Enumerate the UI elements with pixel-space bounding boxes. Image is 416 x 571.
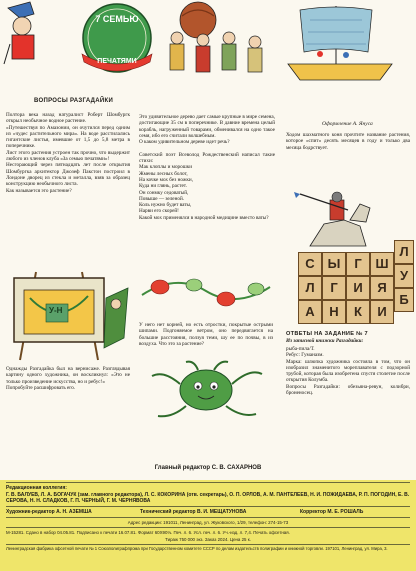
- footer-divider: [6, 527, 410, 528]
- grid-cell: С: [298, 252, 322, 276]
- footer-divider: [6, 544, 410, 545]
- tumbleweed-illustration: [146, 360, 268, 424]
- board-title: Редакционная коллегия:: [6, 485, 67, 491]
- grid-cell: У: [394, 264, 414, 288]
- emblem-subtitle: ПЕЧАТЯМИ: [97, 58, 137, 65]
- footer-divider: [6, 517, 410, 518]
- answers-title: ОТВЕТЫ НА ЗАДАНИЕ № 7: [286, 331, 368, 337]
- tech-editor: Технический редактор В. И. МЕЩАТУНОВА: [140, 509, 247, 515]
- editorial-address: Адрес редакции: 191011, Ленинград, ул. Жуковского, 1/29, телефон: 274-15-73: [127, 520, 289, 525]
- section-title: ВОПРОСЫ РАЗГАДАЙКИ: [34, 98, 114, 104]
- corrector: Корректор М. Е. РОШАЛЬ: [300, 509, 364, 515]
- grid-cell: Л: [298, 276, 322, 300]
- painting-letters: У-Н: [49, 306, 63, 315]
- print-run: Тираж 750 000 экз. Заказ 2024. Цена 25 к.: [165, 537, 251, 542]
- printer-info: Ленинградская фабрика офсетной печати № 1 Союзполиграфпрома при Государственном комитете СССР по делам издательств полиграфии и книжной торговли. 197101, Ленинград, ул. Мира, 3.: [6, 546, 388, 551]
- grid-cell: Н: [322, 300, 346, 324]
- knight-illustration: [290, 190, 410, 250]
- footer-divider: [6, 506, 410, 507]
- imprint-footer: [0, 480, 416, 571]
- grid-cell: А: [298, 300, 322, 324]
- column2-bottom-text: У него нет корней, но есть отростки, покрытые острыми шипами. Подгоняемое ветром, оно передвигается на большие расстояния, ползуя теми, шу ее по почвы, в из воздуха. Что это за растение?: [139, 322, 273, 347]
- grid-cell: Я: [370, 276, 394, 300]
- grid-cell: Л: [394, 240, 414, 264]
- club-emblem: [74, 0, 160, 80]
- pods-illustration: [136, 265, 276, 315]
- column1-text: Полтора века назад натуралист Роберт Шомбургк открыл необычное водное растение. «Путешествуя по Амазонии, он очутился перед одним из «чудес растительного мира». На воде расстилались гигантские листья, имевшие от 1,5 до 5,8 метра в поперечнике. Лист этого растения устроен так прочно, что выдержит любого из членов клуба «За семью печатями»! Несгорающий через пятнадцать лет после открытия Шомбургка архитектор Джозеф Пакстон построил в Лондоне дворец из стекла и металла, взяв за образец конструкцию необычного листа. Как называется это растение?: [6, 112, 130, 194]
- grid-cell: Ш: [370, 252, 394, 276]
- answers-subtitle: Из записной книжки Разгадайки:: [286, 338, 364, 344]
- footer-divider: [6, 482, 410, 483]
- header-illustration: [0, 0, 416, 92]
- grid-cell: Ы: [322, 252, 346, 276]
- grid-cell: И: [370, 300, 394, 324]
- column1-bottom-text: Однажды Разгадайка был на вернисаже. Разглядывая картину одного художника, он воскликнул: «Это не только произведение искусства, но и ребус!» Попробуйте расшифровать его.: [6, 366, 130, 391]
- artist-editor: Художник-редактор А. Н. АЗЕМША: [6, 509, 92, 515]
- board-members: Г. В. БАЛУЕВ, Л. А. БОГАЧУК (зам. главного редактора), Л. С. КОКОРИНА (отв. секретарь), О. П. ОРЛОВ, А. М. ПАНТЕЛЕЕВ, Н. И. ПОЖИДАЕВА, Р. П. ПОГОДИН, Е. В. СЕРОВА, Н. Н. СЛАДКОВ, Г. П. ЧЕРНЫЙ, Г. М. ЧЕРНЯВОВА: [6, 492, 410, 504]
- grid-cell: Г: [346, 252, 370, 276]
- illustration-credit: Оформление А. Януса: [322, 121, 373, 127]
- grid-cell: И: [346, 276, 370, 300]
- grid-cell: Г: [322, 276, 346, 300]
- chief-editor: Главный редактор С. В. САХАРНОВ: [154, 465, 262, 471]
- column2-text: Это удивительное дерево дает самые крупные в мире семена, достигающие 35 см в поперечнике. В давние времена целый корабль, нагруженный товарами, обменивался на одно такое семя, ибо его считали волшебным. О каком удивительном дереве идет речь? Советский поэт Всеволод Рождественский написал такие стихи: Мак клоплы и морошки Жмены лесных болот, На кочке мох без ножки, Куда ни глянь, растет. Он сонмку седоватый, Повыше — зеленой. Коль нужно будет ваты, Нарви его скорей! Какой мох применялся в народной медицине вместо ваты?: [139, 114, 275, 221]
- column3-text: Ходом шахматного коня прочтите название растения, которое «спит» десять месяцев в году и только два месяца бодрствует.: [286, 132, 410, 151]
- easel-painting-illustration: [2, 268, 132, 362]
- grid-cell: К: [346, 300, 370, 324]
- print-details: М-15281. Сдано в набор 04.05.81. Подписано к печати 16.07.81. Формат 60Х90⅛. Печ. л. 6. Усл. печ. л. 6. Уч.-изд. л. 7,4. Печать офсетная.: [6, 530, 290, 535]
- emblem-title: 7 СЕМЬЮ: [95, 14, 139, 24]
- grid-cell: Б: [394, 288, 414, 312]
- answers-text: рыба-пила/Т. Ребус: Гуманазм. Марка: шлюпка художника состояла в том, что он изобразил знаменитого мореплавателя с подзорной трубой, которая была изобретена спустя столетие после открытия Колумба. Вопросы Разгадайки: обезьяна-ревун, колибри, броненосец.: [286, 346, 410, 397]
